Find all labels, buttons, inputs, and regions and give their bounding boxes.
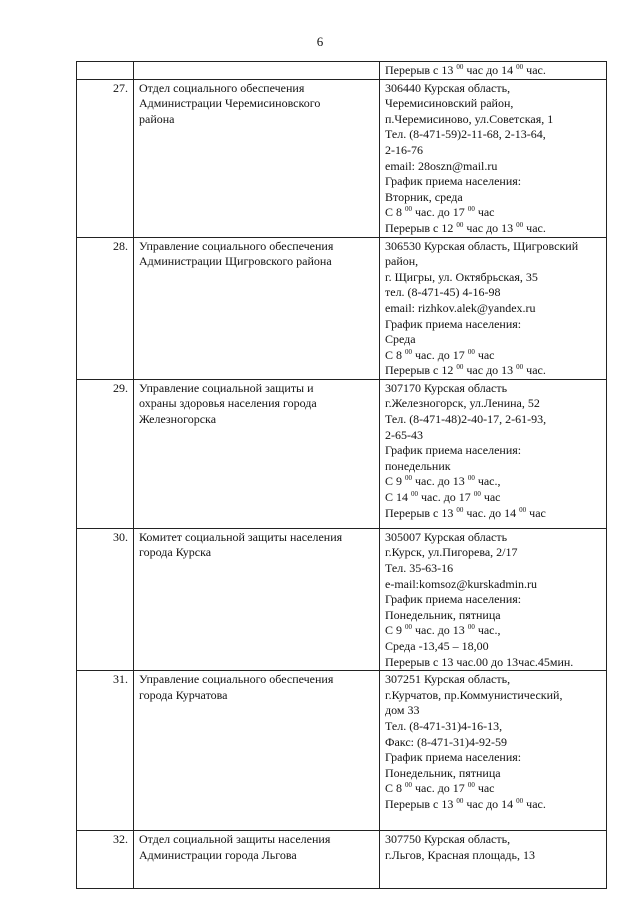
contact-info-line: Перерыв с 13 $^{00}$ час до 14 $^{00}$ час.: [385, 796, 546, 811]
table-row: [77, 379, 607, 528]
contact-info-line: 307251 Курская область,: [385, 672, 511, 687]
office-name-line: города Курска: [139, 545, 212, 560]
offices-table: [76, 61, 607, 889]
contact-info-line: г.Курск, ул.Пигорева, 2/17: [385, 545, 518, 560]
contact-info-line: С 9 $^{00}$ час. до 13 $^{00}$ час.,: [385, 474, 501, 489]
contact-info-line: Тел. (8-471-48)2-40-17, 2-61-93,: [385, 412, 547, 427]
contact-info-line: Перерыв с 12 $^{00}$ час до 13 $^{00}$ час.: [385, 220, 546, 235]
contact-info-line: тел. (8-471-45) 4-16-98: [385, 285, 501, 300]
contact-info-line: Понедельник, пятница: [385, 765, 501, 780]
contact-info-line: Перерыв с 12 $^{00}$ час до 13 $^{00}$ час.: [385, 363, 546, 378]
office-name-line: города Курчатова: [139, 687, 228, 702]
contact-info-line: 2-16-76: [385, 142, 423, 157]
office-name-cell: [134, 379, 380, 528]
table-row: [77, 237, 607, 379]
table-row: [77, 79, 607, 237]
table-row-carryover: [77, 62, 607, 80]
contact-info-line: Тел. (8-471-31)4-16-13,: [385, 719, 503, 733]
contact-info-line: п.Черемисиново, ул.Советская, 1: [385, 111, 554, 126]
carryover-line: Перерыв с 13 $^{00}$ час до 14 $^{00}$ час.: [385, 63, 546, 77]
table-row: [77, 528, 607, 670]
row-number: 30.: [77, 528, 134, 670]
contact-info-line: дом 33: [385, 703, 420, 718]
office-name-line: Отдел социального обеспечения: [139, 80, 305, 95]
contact-info-cell: [380, 379, 607, 528]
row-number: 28.: [77, 237, 134, 379]
page-number: 6: [316, 34, 324, 49]
contact-info-line: Тел. (8-471-59)2-11-68, 2-13-64,: [385, 127, 546, 142]
office-name-cell: [134, 62, 380, 80]
contact-info-line: г.Курчатов, пр.Коммунистический,: [385, 687, 563, 702]
contact-info-line: Среда -13,45 – 18,00: [385, 639, 489, 654]
contact-info-line: Факс: (8-471-31)4-92-59: [385, 734, 507, 749]
office-name-cell: [134, 79, 380, 237]
contact-info-line: Вторник, среда: [385, 189, 463, 204]
office-name-line: Управление социального обеспечения: [139, 238, 334, 253]
row-number: 31.: [77, 671, 134, 831]
office-name-line: Комитет социальной защиты населения: [139, 529, 343, 544]
contact-info-line: График приема населения:: [385, 316, 522, 331]
contact-info-cell: [380, 79, 607, 237]
contact-info-line: 2-65-43: [385, 427, 423, 442]
office-name-line: охраны здоровья населения города: [139, 396, 317, 411]
office-name-cell: [134, 671, 380, 831]
row-number: 32.: [77, 831, 134, 889]
contact-info-line: г. Щигры, ул. Октябрьская, 35: [385, 269, 538, 284]
row-number: 27.: [77, 79, 134, 237]
office-name-cell: [134, 831, 380, 889]
contact-info-line: График приема населения:: [385, 750, 522, 765]
contact-info-cell: [380, 62, 607, 80]
contact-info-cell: [380, 237, 607, 379]
office-name-line: Отдел социальной защиты населения: [139, 832, 331, 847]
contact-info-line: район,: [385, 254, 419, 269]
contact-info-line: 306440 Курская область,: [385, 80, 511, 95]
office-name-line: Администрации Щигровского района: [139, 254, 332, 269]
office-name-cell: [134, 528, 380, 670]
office-name-line: Железногорска: [139, 412, 217, 427]
contact-info-line: С 8 $^{00}$ час. до 17 $^{00}$ час: [385, 781, 495, 796]
contact-info-cell: [380, 528, 607, 670]
table-row: [77, 831, 607, 889]
table-row: [77, 671, 607, 831]
office-name-line: Администрации Черемисиновского: [139, 96, 321, 111]
contact-info-line: Перерыв с 13 час.00 до 13час.45мин.: [385, 654, 574, 669]
contact-info-line: 307750 Курская область,: [385, 832, 511, 847]
contact-info-line: График приема населения:: [385, 443, 522, 458]
office-name-line: Администрации города Льгова: [139, 847, 297, 862]
contact-info-line: Тел. 35-63-16: [385, 561, 454, 576]
contact-info-line: email: rizhkov.alek@yandex.ru: [385, 300, 536, 315]
contact-info-line: Понедельник, пятница: [385, 607, 501, 622]
contact-info-line: email: 28oszn@mail.ru: [385, 158, 498, 173]
contact-info-line: Среда: [385, 332, 416, 347]
contact-info-cell: [380, 831, 607, 889]
contact-info-line: График приема населения:: [385, 592, 522, 607]
contact-info-line: 307170 Курская область: [385, 380, 508, 395]
office-name-line: Управление социальной защиты и: [139, 380, 314, 395]
contact-info-line: Перерыв с 13 $^{00}$ час. до 14 $^{00}$ час: [385, 505, 546, 520]
contact-info-line: С 14 $^{00}$ час. до 17 $^{00}$ час: [385, 490, 501, 505]
contact-info-line: 305007 Курская область: [385, 529, 508, 544]
row-number-cell: [77, 62, 134, 80]
contact-info-line: Черемисиновский район,: [385, 96, 514, 111]
contact-info-line: г.Железногорск, ул.Ленина, 52: [385, 396, 540, 411]
contact-info-line: График приема населения:: [385, 174, 522, 189]
contact-info-line: e-mail:komsoz@kurskadmin.ru: [385, 576, 538, 591]
contact-info-line: г.Льгов, Красная площадь, 13: [385, 847, 535, 862]
office-name-line: Управление социального обеспечения: [139, 672, 334, 687]
contact-info-line: С 8 $^{00}$ час. до 17 $^{00}$ час: [385, 205, 495, 220]
contact-info-line: С 8 $^{00}$ час. до 17 $^{00}$ час: [385, 347, 495, 362]
office-name-line: района: [139, 111, 175, 126]
contact-info-line: С 9 $^{00}$ час. до 13 $^{00}$ час.,: [385, 623, 501, 638]
contact-info-line: 306530 Курская область, Щигровский: [385, 238, 579, 253]
contact-info-cell: [380, 671, 607, 831]
office-name-cell: [134, 237, 380, 379]
row-number: 29.: [77, 379, 134, 528]
contact-info-line: понедельник: [385, 458, 451, 473]
